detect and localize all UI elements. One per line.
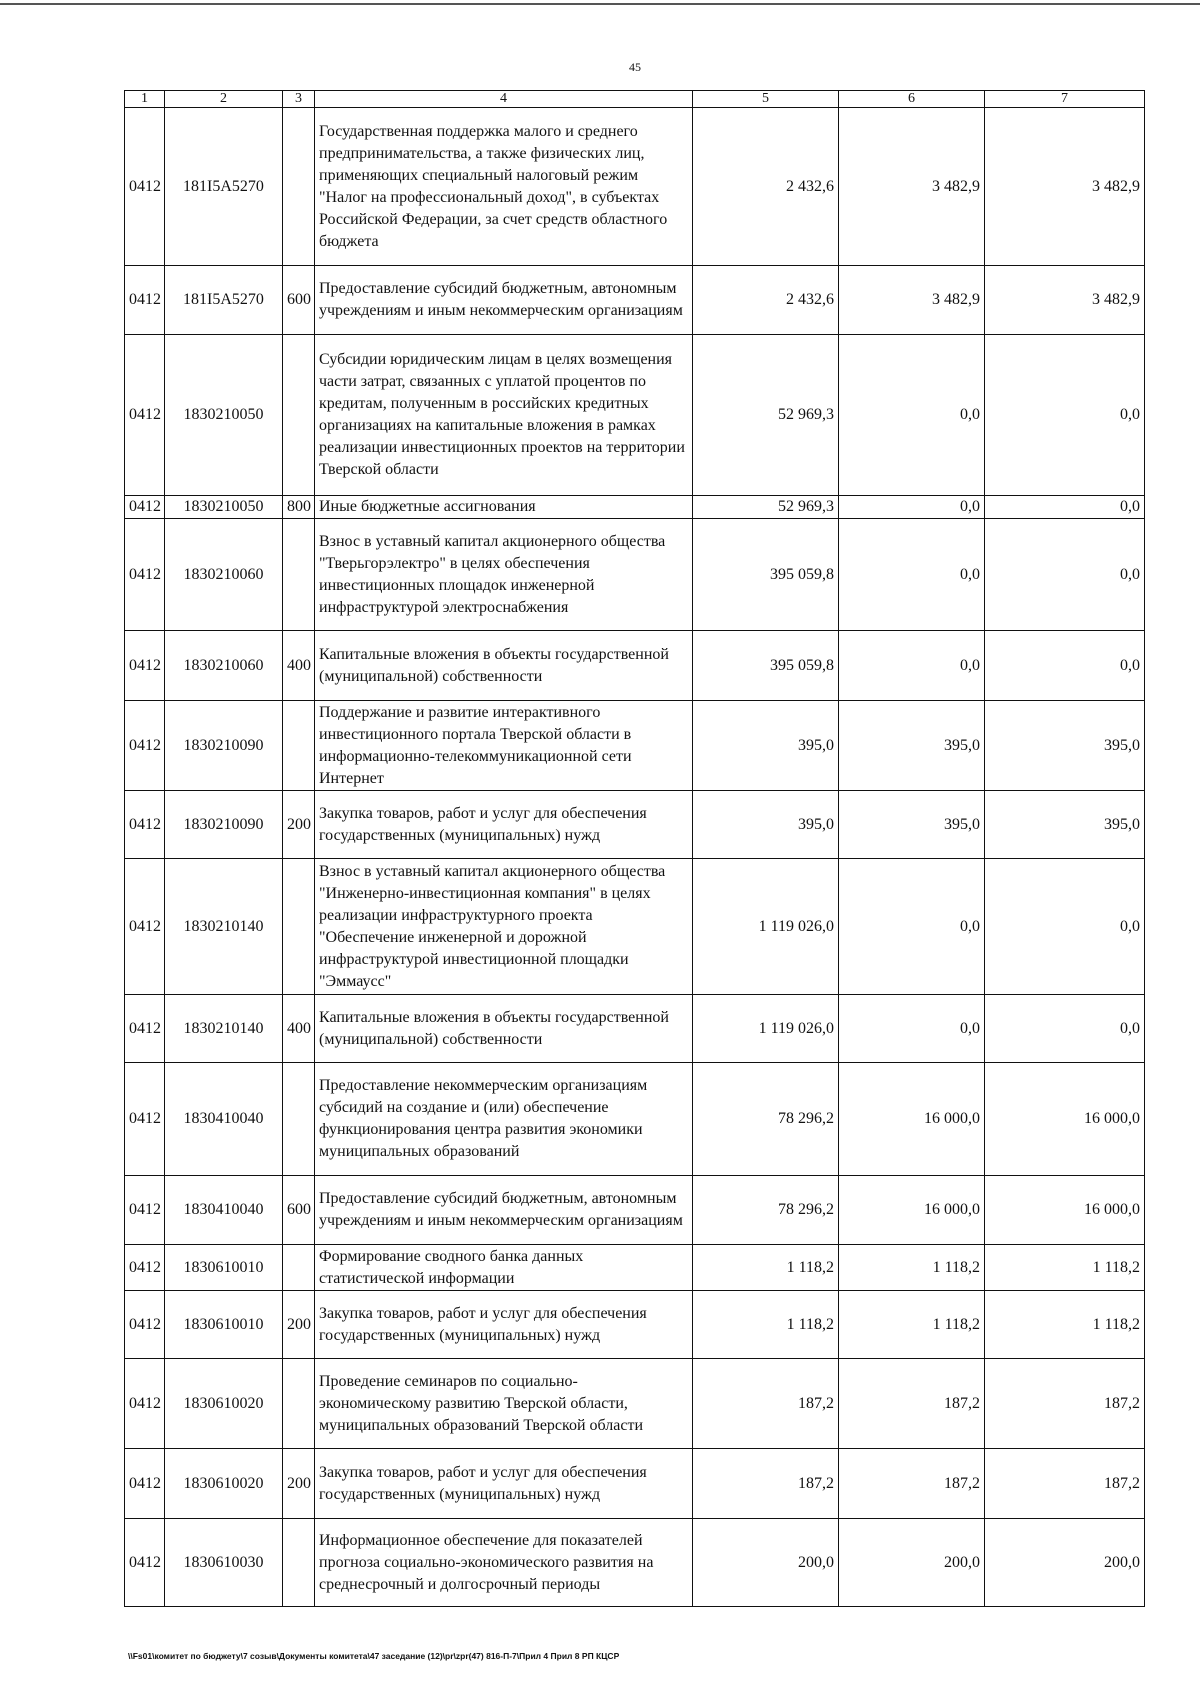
expense-type-cell: 400: [283, 995, 315, 1063]
item-name-cell: Закупка товаров, работ и услуг для обеспечения государственных (муниципальных) нужд: [315, 1291, 693, 1359]
footer-file-path: \\Fs01\комитет по бюджету\7 созыв\Документы комитета\47 заседание (12)\pr\zpr(47) 816-П-7\Прил 4 Прил 8 РП КЦСР: [128, 1651, 620, 1661]
item-name-cell: Государственная поддержка малого и среднего предпринимательства, а также физических лиц, применяющих специальный налоговый режим "Налог на профессиональный доход", в субъектах Российской Федерации, за счет средств областного бюджета: [315, 108, 693, 266]
amount-col6-cell: 395,0: [839, 791, 985, 859]
item-name-cell: Капитальные вложения в объекты государственной (муниципальной) собственности: [315, 995, 693, 1063]
amount-col6-cell: 0,0: [839, 496, 985, 519]
amount-col6-cell: 16 000,0: [839, 1063, 985, 1176]
section-code-cell: 0412: [125, 266, 165, 335]
item-name-cell: Субсидии юридическим лицам в целях возмещения части затрат, связанных с уплатой процентов по кредитам, полученным в российских кредитных организациях на капитальные вложения в рамках реализации инвестиционных проектов на территории Тверской области: [315, 335, 693, 496]
table-row: [125, 1176, 1145, 1245]
expense-type-cell: [283, 859, 315, 995]
expense-type-cell: [283, 1519, 315, 1607]
amount-col5-cell: 52 969,3: [693, 335, 839, 496]
expense-type-cell: [283, 1245, 315, 1291]
column-header: 3: [283, 91, 315, 108]
section-code-cell: 0412: [125, 496, 165, 519]
target-article-cell: 1830610020: [165, 1359, 283, 1449]
expense-type-cell: 600: [283, 1176, 315, 1245]
section-code-cell: 0412: [125, 1359, 165, 1449]
table-row: [125, 519, 1145, 631]
amount-col7-cell: 0,0: [985, 631, 1145, 701]
amount-col5-cell: 2 432,6: [693, 266, 839, 335]
expense-type-cell: [283, 335, 315, 496]
item-name-cell: Предоставление субсидий бюджетным, автономным учреждениям и иным некоммерческим организациям: [315, 266, 693, 335]
amount-col6-cell: 1 118,2: [839, 1291, 985, 1359]
target-article-cell: 1830410040: [165, 1063, 283, 1176]
target-article-cell: 1830610010: [165, 1245, 283, 1291]
target-article-cell: 1830210050: [165, 496, 283, 519]
amount-col7-cell: 3 482,9: [985, 108, 1145, 266]
amount-col6-cell: 187,2: [839, 1359, 985, 1449]
target-article-cell: 181I5A5270: [165, 266, 283, 335]
amount-col5-cell: 2 432,6: [693, 108, 839, 266]
table-row: [125, 1519, 1145, 1607]
target-article-cell: 1830210060: [165, 631, 283, 701]
expense-type-cell: [283, 108, 315, 266]
item-name-cell: Закупка товаров, работ и услуг для обеспечения государственных (муниципальных) нужд: [315, 791, 693, 859]
expense-type-cell: [283, 519, 315, 631]
target-article-cell: 1830210060: [165, 519, 283, 631]
section-code-cell: 0412: [125, 701, 165, 791]
amount-col7-cell: 1 118,2: [985, 1245, 1145, 1291]
table-header-row: [125, 91, 1145, 108]
amount-col7-cell: 395,0: [985, 791, 1145, 859]
amount-col6-cell: 187,2: [839, 1449, 985, 1519]
table-row: [125, 1245, 1145, 1291]
scan-top-rule: [0, 3, 1200, 5]
target-article-cell: 1830410040: [165, 1176, 283, 1245]
amount-col7-cell: 0,0: [985, 995, 1145, 1063]
section-code-cell: 0412: [125, 995, 165, 1063]
section-code-cell: 0412: [125, 1063, 165, 1176]
section-code-cell: 0412: [125, 791, 165, 859]
amount-col6-cell: 16 000,0: [839, 1176, 985, 1245]
column-header: 6: [839, 91, 985, 108]
target-article-cell: 1830610030: [165, 1519, 283, 1607]
amount-col5-cell: 1 119 026,0: [693, 995, 839, 1063]
amount-col5-cell: 1 118,2: [693, 1245, 839, 1291]
amount-col6-cell: 3 482,9: [839, 108, 985, 266]
target-article-cell: 1830210140: [165, 859, 283, 995]
page-number: 45: [629, 60, 641, 74]
expense-type-cell: [283, 701, 315, 791]
column-header: 1: [125, 91, 165, 108]
amount-col5-cell: 52 969,3: [693, 496, 839, 519]
section-code-cell: 0412: [125, 108, 165, 266]
expense-type-cell: 200: [283, 791, 315, 859]
item-name-cell: Проведение семинаров по социально-экономическому развитию Тверской области, муниципальных образований Тверской области: [315, 1359, 693, 1449]
item-name-cell: Предоставление субсидий бюджетным, автономным учреждениям и иным некоммерческим организациям: [315, 1176, 693, 1245]
amount-col6-cell: 0,0: [839, 859, 985, 995]
amount-col5-cell: 395 059,8: [693, 519, 839, 631]
column-header: 2: [165, 91, 283, 108]
expense-type-cell: 400: [283, 631, 315, 701]
amount-col5-cell: 78 296,2: [693, 1176, 839, 1245]
item-name-cell: Иные бюджетные ассигнования: [315, 496, 693, 519]
amount-col5-cell: 1 119 026,0: [693, 859, 839, 995]
amount-col6-cell: 0,0: [839, 519, 985, 631]
table-row: [125, 1359, 1145, 1449]
column-header: 7: [985, 91, 1145, 108]
section-code-cell: 0412: [125, 1519, 165, 1607]
budget-table: [124, 90, 1145, 1607]
amount-col5-cell: 187,2: [693, 1449, 839, 1519]
item-name-cell: Поддержание и развитие интерактивного инвестиционного портала Тверской области в информационно-телекоммуникационной сети Интернет: [315, 701, 693, 791]
amount-col6-cell: 3 482,9: [839, 266, 985, 335]
target-article-cell: 1830610020: [165, 1449, 283, 1519]
target-article-cell: 1830210140: [165, 995, 283, 1063]
amount-col6-cell: 0,0: [839, 995, 985, 1063]
item-name-cell: Взнос в уставный капитал акционерного общества "Тверьгорэлектро" в целях обеспечения инвестиционных площадок инженерной инфраструктурой электроснабжения: [315, 519, 693, 631]
amount-col5-cell: 78 296,2: [693, 1063, 839, 1176]
item-name-cell: Взнос в уставный капитал акционерного общества "Инженерно-инвестиционная компания" в целях реализации инфраструктурного проекта "Обеспечение инженерной и дорожной инфраструктурой инвестиционной площадки "Эммаусс": [315, 859, 693, 995]
table-row: [125, 496, 1145, 519]
amount-col5-cell: 1 118,2: [693, 1291, 839, 1359]
item-name-cell: Формирование сводного банка данных статистической информации: [315, 1245, 693, 1291]
section-code-cell: 0412: [125, 1176, 165, 1245]
item-name-cell: Информационное обеспечение для показателей прогноза социально-экономического развития на среднесрочный и долгосрочный периоды: [315, 1519, 693, 1607]
table-row: [125, 1063, 1145, 1176]
table-row: [125, 791, 1145, 859]
table-row: [125, 266, 1145, 335]
amount-col5-cell: 200,0: [693, 1519, 839, 1607]
amount-col7-cell: 16 000,0: [985, 1063, 1145, 1176]
table-row: [125, 335, 1145, 496]
section-code-cell: 0412: [125, 519, 165, 631]
amount-col7-cell: 187,2: [985, 1449, 1145, 1519]
target-article-cell: 1830210090: [165, 791, 283, 859]
table-row: [125, 1291, 1145, 1359]
amount-col7-cell: 0,0: [985, 519, 1145, 631]
amount-col7-cell: 16 000,0: [985, 1176, 1145, 1245]
table-row: [125, 995, 1145, 1063]
amount-col6-cell: 200,0: [839, 1519, 985, 1607]
target-article-cell: 1830210050: [165, 335, 283, 496]
section-code-cell: 0412: [125, 335, 165, 496]
item-name-cell: Закупка товаров, работ и услуг для обеспечения государственных (муниципальных) нужд: [315, 1449, 693, 1519]
item-name-cell: Предоставление некоммерческим организациям субсидий на создание и (или) обеспечение функционирования центра развития экономики муниципальных образований: [315, 1063, 693, 1176]
expense-type-cell: 600: [283, 266, 315, 335]
section-code-cell: 0412: [125, 631, 165, 701]
amount-col5-cell: 187,2: [693, 1359, 839, 1449]
column-header: 5: [693, 91, 839, 108]
section-code-cell: 0412: [125, 1291, 165, 1359]
amount-col5-cell: 395,0: [693, 701, 839, 791]
expense-type-cell: 200: [283, 1291, 315, 1359]
target-article-cell: 181I5A5270: [165, 108, 283, 266]
amount-col7-cell: 0,0: [985, 496, 1145, 519]
amount-col7-cell: 187,2: [985, 1359, 1145, 1449]
amount-col7-cell: 395,0: [985, 701, 1145, 791]
amount-col6-cell: 395,0: [839, 701, 985, 791]
amount-col7-cell: 200,0: [985, 1519, 1145, 1607]
expense-type-cell: 800: [283, 496, 315, 519]
amount-col7-cell: 0,0: [985, 859, 1145, 995]
expense-type-cell: 200: [283, 1449, 315, 1519]
expense-type-cell: [283, 1063, 315, 1176]
amount-col7-cell: 3 482,9: [985, 266, 1145, 335]
column-header: 4: [315, 91, 693, 108]
section-code-cell: 0412: [125, 859, 165, 995]
item-name-cell: Капитальные вложения в объекты государственной (муниципальной) собственности: [315, 631, 693, 701]
amount-col5-cell: 395 059,8: [693, 631, 839, 701]
target-article-cell: 1830210090: [165, 701, 283, 791]
section-code-cell: 0412: [125, 1449, 165, 1519]
target-article-cell: 1830610010: [165, 1291, 283, 1359]
table-row: [125, 1449, 1145, 1519]
expense-type-cell: [283, 1359, 315, 1449]
table-row: [125, 631, 1145, 701]
amount-col7-cell: 1 118,2: [985, 1291, 1145, 1359]
table-row: [125, 859, 1145, 995]
table-row: [125, 108, 1145, 266]
amount-col5-cell: 395,0: [693, 791, 839, 859]
section-code-cell: 0412: [125, 1245, 165, 1291]
table-row: [125, 701, 1145, 791]
amount-col6-cell: 0,0: [839, 631, 985, 701]
amount-col7-cell: 0,0: [985, 335, 1145, 496]
amount-col6-cell: 1 118,2: [839, 1245, 985, 1291]
amount-col6-cell: 0,0: [839, 335, 985, 496]
